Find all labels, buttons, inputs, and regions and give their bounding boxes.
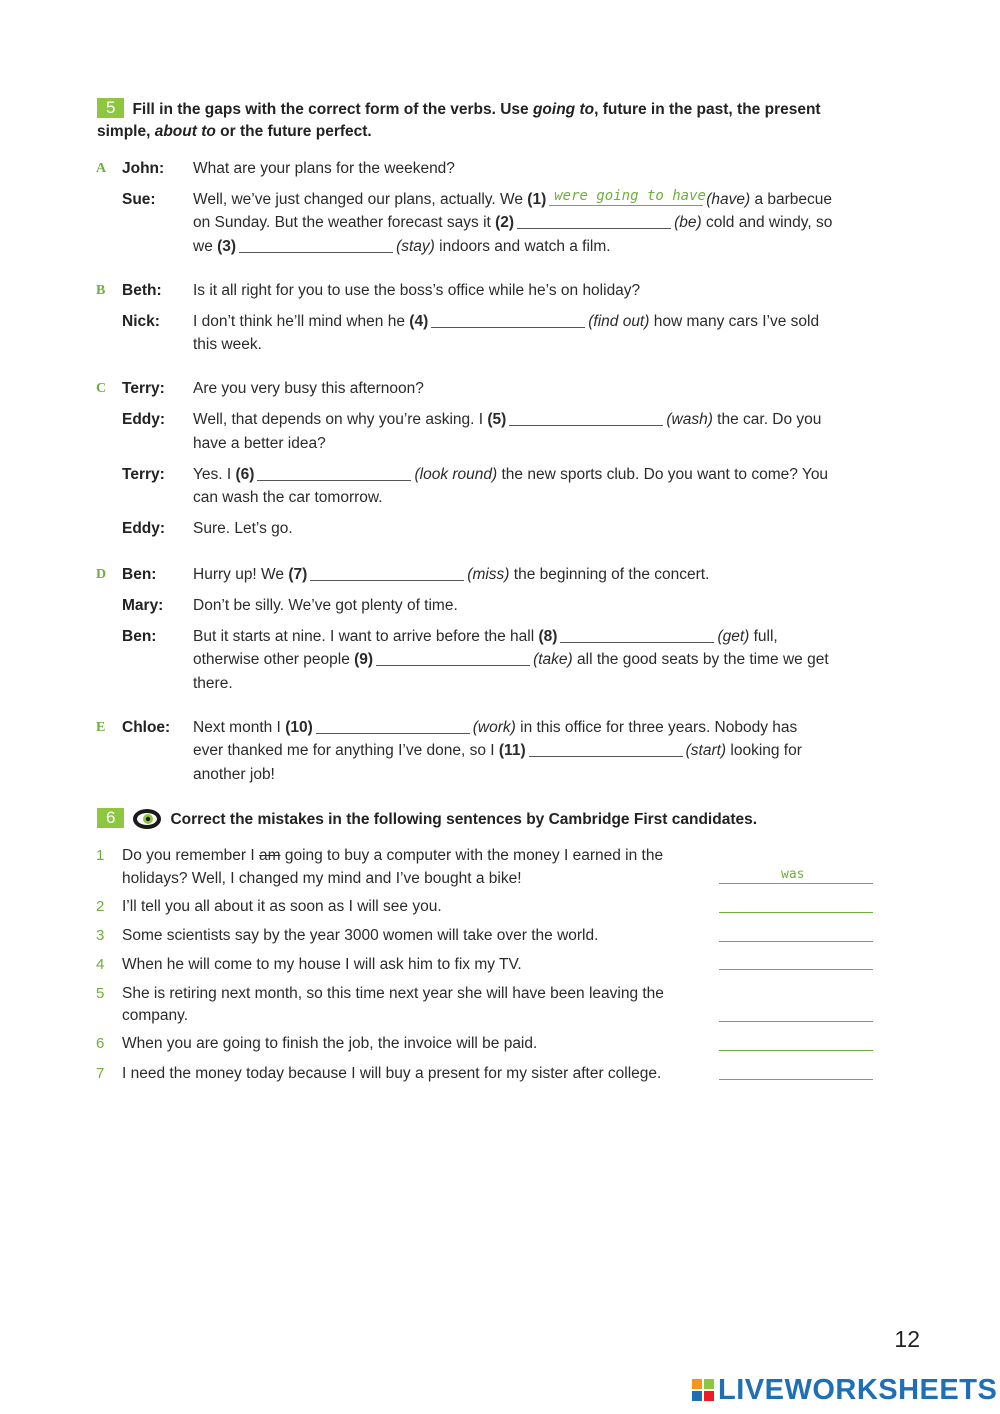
exercise-number-badge: 5 — [97, 98, 124, 118]
answer-gap-3[interactable] — [239, 238, 393, 253]
speaker-name: Eddy: — [122, 411, 166, 428]
dialogue-line: Next month I (10) (work) in this office for three years. Nobody has — [193, 719, 798, 736]
answer-field-6[interactable] — [719, 1034, 873, 1051]
answer-gap-4[interactable] — [431, 313, 585, 328]
dialogue-line: another job! — [193, 766, 275, 783]
exercise-number-badge: 6 — [97, 808, 124, 828]
dialogue-line: I don’t think he’ll mind when he (4) (find out) how many cars I’ve sold — [193, 313, 820, 330]
dialogue-line: otherwise other people (9) (take) all the good seats by the time we get — [193, 651, 829, 668]
dialogue-line: But it starts at nine. I want to arrive before the hall (8) (get) full, — [193, 628, 778, 645]
answer-gap-7[interactable] — [310, 566, 464, 581]
struck-word: am — [258, 847, 281, 864]
speaker-name: Beth: — [122, 282, 162, 299]
answer-gap-1[interactable] — [549, 188, 706, 206]
dialogue-line: Is it all right for you to use the boss’s office while he’s on holiday? — [193, 282, 641, 299]
dialogue-line: have a better idea? — [193, 435, 326, 452]
page-number: 12 — [894, 1326, 920, 1352]
speaker-name: Sue: — [122, 191, 156, 208]
dialogue-line: Well, that depends on why you’re asking. I (5) (wash) the car. Do you — [193, 411, 822, 428]
dialogue-line: Are you very busy this afternoon? — [193, 380, 424, 397]
speaker-name: Ben: — [122, 628, 157, 645]
speaker-name: Eddy: — [122, 520, 166, 537]
answer-gap-10[interactable] — [316, 719, 470, 734]
dialogue-letter: E — [96, 720, 106, 735]
speaker-name: Ben: — [122, 566, 157, 583]
dialogue-line: What are your plans for the weekend? — [193, 160, 455, 177]
answer-gap-2[interactable] — [517, 214, 671, 229]
dialogue-line: we (3) (stay) indoors and watch a film. — [193, 238, 611, 255]
speaker-name: Mary: — [122, 597, 164, 614]
logo-mark-icon — [692, 1379, 714, 1401]
dialogue-letter: C — [96, 381, 107, 396]
dialogue-line: Sure. Let’s go. — [193, 520, 293, 537]
dialogue-line: Don’t be silly. We’ve got plenty of time. — [193, 597, 458, 614]
dialogue-line: Hurry up! We (7) (miss) the beginning of the concert. — [193, 566, 710, 583]
speaker-name: Nick: — [122, 313, 160, 330]
answer-gap-5[interactable] — [509, 411, 663, 426]
answer-gap-11[interactable] — [529, 742, 683, 757]
dialogue-line: there. — [193, 675, 233, 692]
dialogue-line: this week. — [193, 336, 262, 353]
dialogue-letter: A — [96, 161, 107, 176]
answer-gap-6[interactable] — [257, 466, 411, 481]
dialogue-letter: B — [96, 283, 106, 298]
answer-gap-9[interactable] — [376, 651, 530, 666]
dialogue-line: Well, we’ve just changed our plans, actually. We (1) were going to have (have) a barbecue — [193, 188, 833, 208]
dialogue-line: ever thanked me for anything I’ve done, so I (11) (start) looking for — [193, 742, 802, 759]
speaker-name: Chloe: — [122, 719, 171, 736]
gap-answer: were going to have — [554, 188, 706, 204]
speaker-name: John: — [122, 160, 165, 177]
answer-gap-8[interactable] — [560, 628, 714, 643]
answer-field-4[interactable] — [719, 953, 873, 970]
answer-field-2[interactable] — [719, 896, 873, 913]
answer-field-3[interactable] — [719, 925, 873, 942]
dialogue-line: Yes. I (6) (look round) the new sports club. Do you want to come? You — [193, 466, 829, 483]
speaker-name: Terry: — [122, 466, 165, 483]
answer-field-5[interactable] — [719, 1005, 873, 1022]
answer-field-1[interactable]: was — [719, 867, 873, 884]
dialogue-letter: D — [96, 567, 107, 582]
dialogue-line: can wash the car tomorrow. — [193, 489, 383, 506]
dialogue-line: on Sunday. But the weather forecast says it (2) (be) cold and windy, so — [193, 214, 833, 231]
eye-icon — [132, 808, 162, 830]
exercise-6-heading: 6 Correct the mistakes in the following sentences by Cambridge First candidates. — [97, 808, 757, 831]
exercise-5-heading: 5 Fill in the gaps with the correct form of the verbs. Use going to, future in the past, the present simple, about to or the future perfect. — [97, 98, 821, 140]
speaker-name: Terry: — [122, 380, 165, 397]
answer-field-7[interactable] — [719, 1063, 873, 1080]
liveworksheets-logo[interactable]: LIVEWORKSHEETS — [692, 1374, 997, 1407]
